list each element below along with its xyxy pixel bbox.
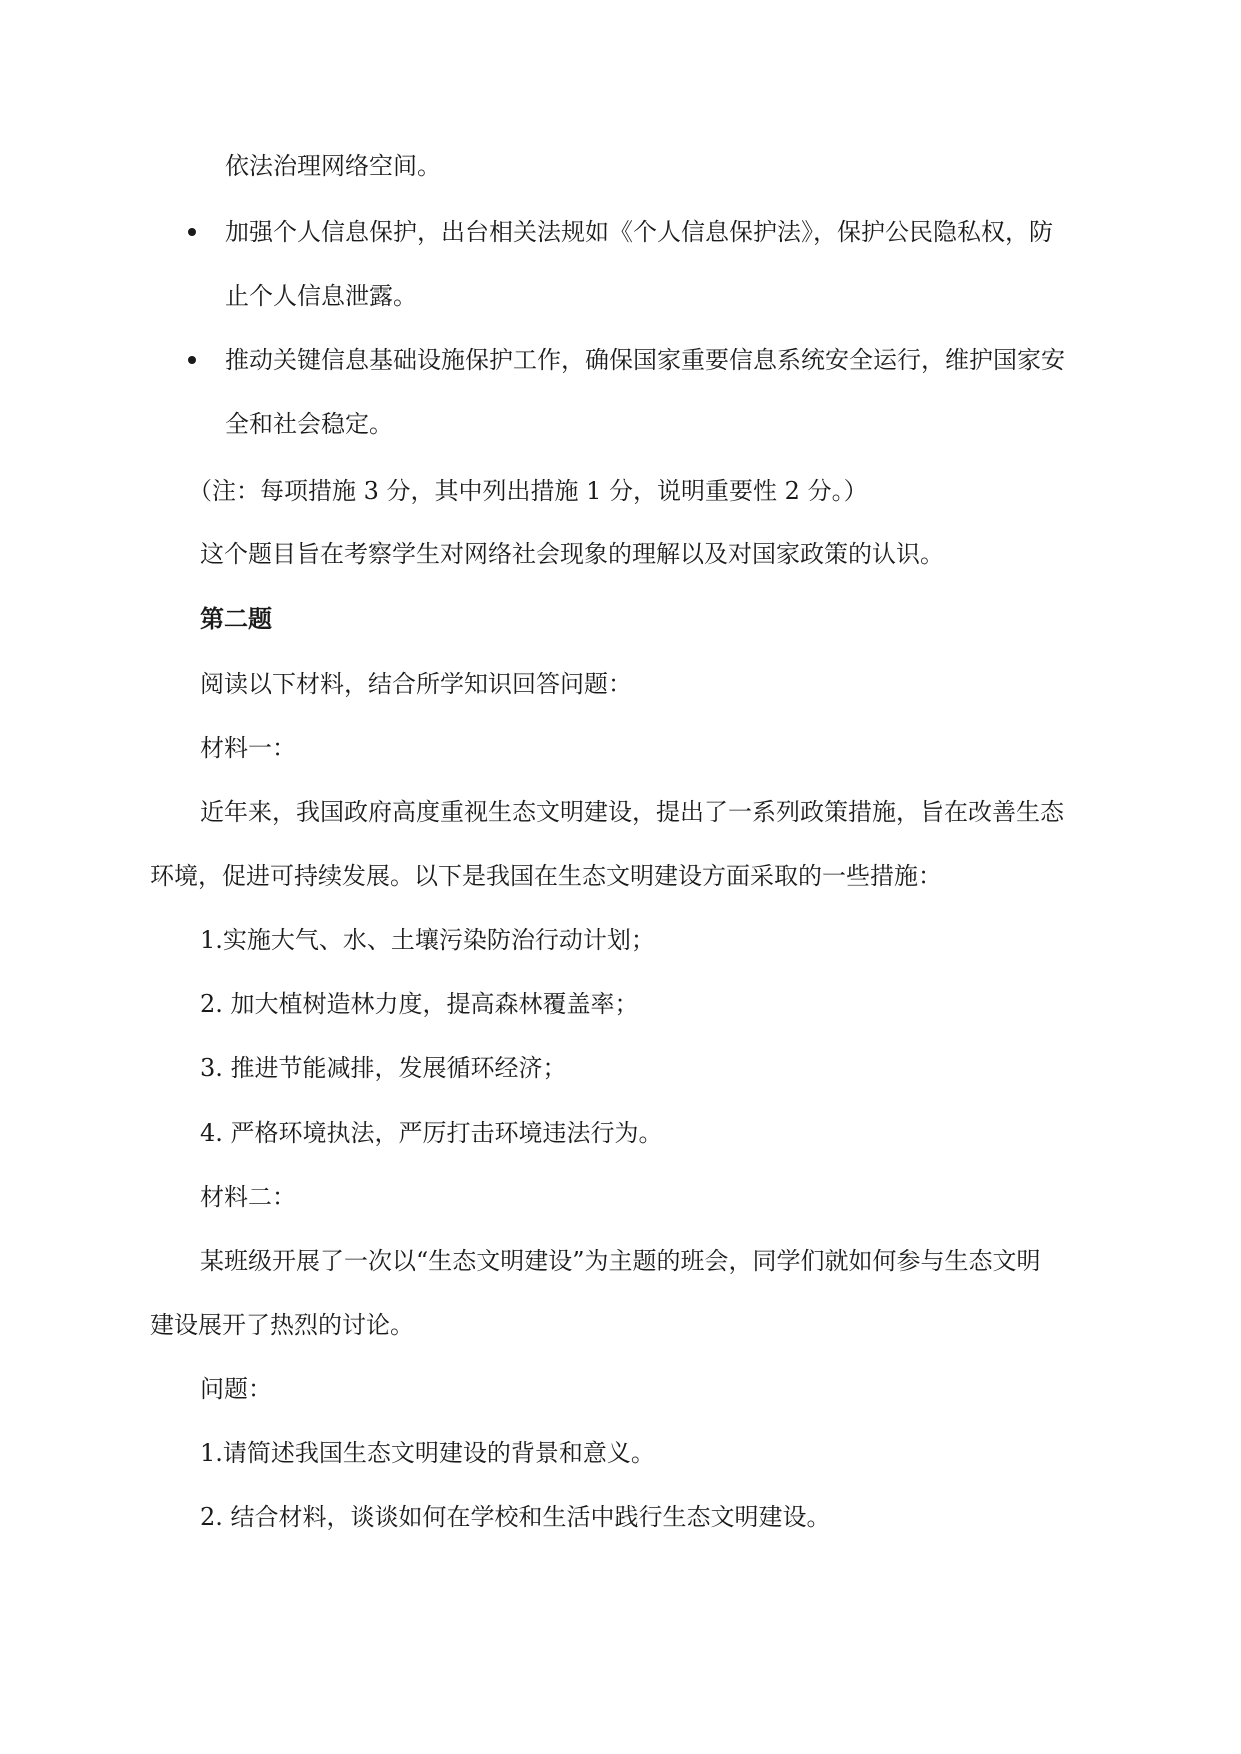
- bullet-item-text-line: 加强个人信息保护，出台相关法规如《个人信息保护法》，保护公民隐私权，防: [225, 218, 1053, 246]
- bullet-item-text-line: 止个人信息泄露。: [225, 282, 417, 310]
- instruction-line: 阅读以下材料，结合所学知识回答问题：: [200, 670, 632, 698]
- bullet-point-icon: [188, 356, 196, 364]
- list-item: 1.实施大气、水、土壤污染防治行动计划；: [200, 926, 655, 954]
- material-label: 材料一：: [200, 734, 296, 762]
- paragraph-line: 建设展开了热烈的讨论。: [150, 1311, 414, 1339]
- bullet-item-text-line: 全和社会稳定。: [225, 410, 393, 438]
- list-item: 2. 加大植树造林力度，提高森林覆盖率；: [200, 990, 639, 1018]
- score-note: （注：每项措施 3 分，其中列出措施 1 分，说明重要性 2 分。）: [188, 477, 868, 505]
- paragraph-line: 环境，促进可持续发展。以下是我国在生态文明建设方面采取的一些措施：: [150, 862, 942, 890]
- list-item: 4. 严格环境执法，严厉打击环境违法行为。: [200, 1119, 663, 1147]
- material-label: 材料二：: [200, 1183, 296, 1211]
- paragraph-line: 近年来，我国政府高度重视生态文明建设，提出了一系列政策措施，旨在改善生态: [200, 798, 1064, 826]
- section-heading: 第二题: [200, 604, 272, 633]
- paragraph-line: 某班级开展了一次以“生态文明建设”为主题的班会，同学们就如何参与生态文明: [200, 1247, 1041, 1275]
- continued-text-line: 依法治理网络空间。: [225, 152, 441, 180]
- question-label: 问题：: [200, 1375, 272, 1403]
- list-item: 3. 推进节能减排，发展循环经济；: [200, 1054, 567, 1082]
- bullet-point-icon: [188, 228, 196, 236]
- bullet-item-text-line: 推动关键信息基础设施保护工作，确保国家重要信息系统安全运行，维护国家安: [225, 346, 1065, 374]
- paragraph-line: 这个题目旨在考察学生对网络社会现象的理解以及对国家政策的认识。: [200, 540, 944, 568]
- question-item: 2. 结合材料，谈谈如何在学校和生活中践行生态文明建设。: [200, 1503, 831, 1531]
- question-item: 1.请简述我国生态文明建设的背景和意义。: [200, 1439, 655, 1467]
